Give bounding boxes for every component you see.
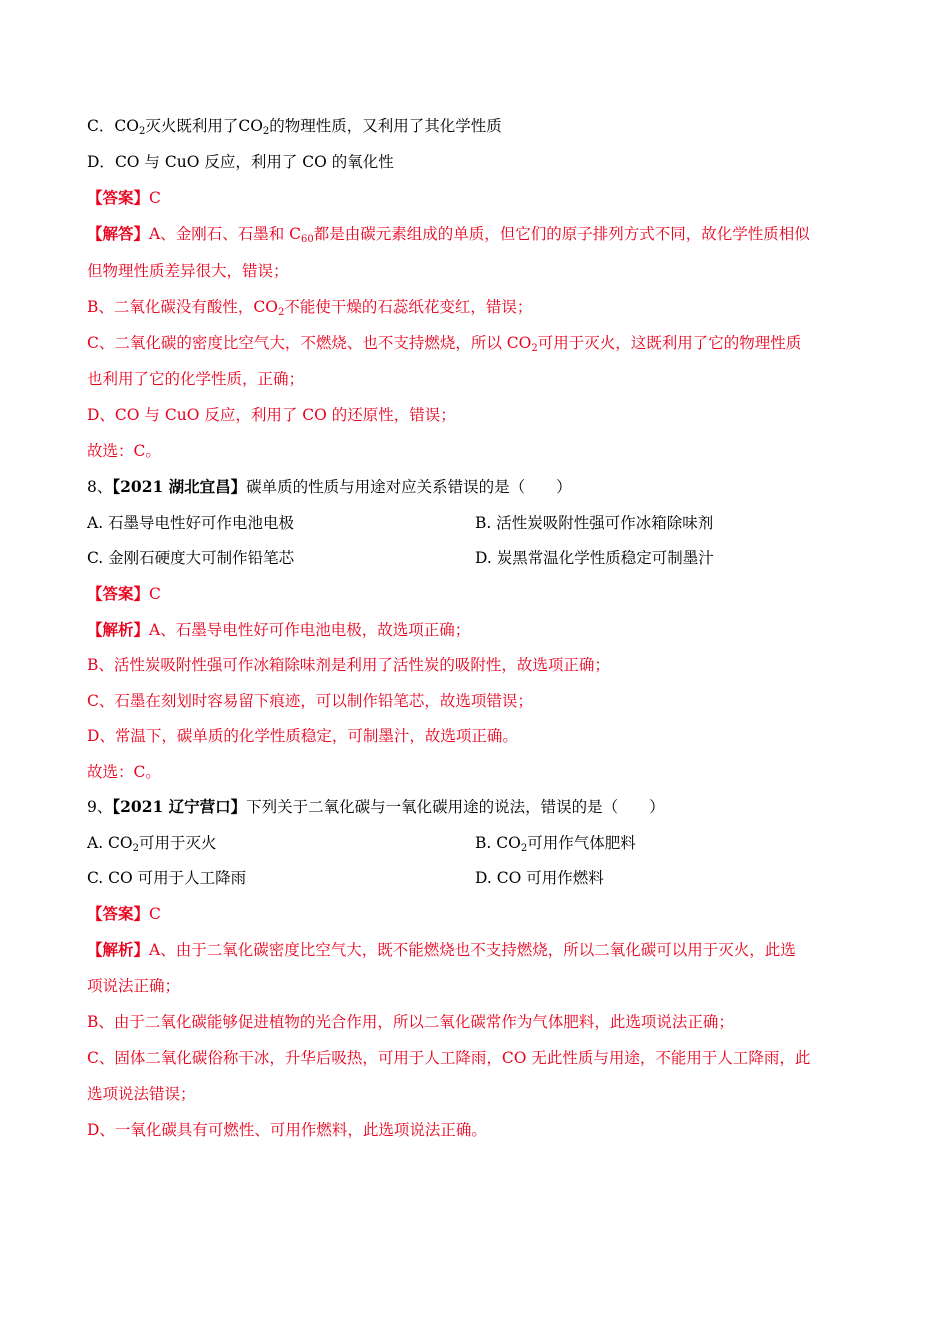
q8-option-b: B. 活性炭吸附性强可作冰箱除味剂	[475, 514, 714, 532]
q8-explain-a: 【解析】A、石墨导电性好可作电池电极，故选项正确；	[87, 620, 471, 639]
q8-stem: 8、【2021 湖北宜昌】碳单质的性质与用途对应关系错误的是（ ）	[87, 477, 572, 496]
q9-stem: 9、【2021 辽宁营口】下列关于二氧化碳与一氧化碳用途的说法，错误的是（ ）	[87, 797, 665, 816]
q7-explain-d: D、CO 与 CuO 反应，利用了 CO 的还原性，错误；	[87, 406, 456, 424]
q9-option-b: B. $CO_2$可用作气体肥料	[475, 834, 636, 854]
q7-answer: 【答案】C	[87, 188, 161, 207]
q9-explain-a: 【解析】A、由于二氧化碳密度比空气大，既不能燃烧也不支持燃烧，所以二氧化碳可以用于灭火，此选	[87, 940, 796, 959]
q8-explain-c: C、石墨在刻划时容易留下痕迹，可以制作铅笔芯，故选项错误；	[87, 692, 533, 710]
q8-answer: 【答案】C	[87, 584, 161, 603]
q7-explain-a: 【解答】A、金刚石、石墨和 $C_{60}$都是由碳元素组成的单质，但它们的原子排列方式不同，故化学性质相似	[87, 224, 810, 245]
q8-option-d: D. 炭黑常温化学性质稳定可制墨汁	[475, 549, 714, 567]
q7-explain-b: B、二氧化碳没有酸性，$CO_2$不能使干燥的石蕊纸花变红，错误；	[87, 298, 533, 318]
q9-explain-b: B、由于二氧化碳能够促进植物的光合作用，所以二氧化碳常作为气体肥料，此选项说法正确；	[87, 1013, 734, 1031]
q9-option-c: C. CO 可用于人工降雨	[87, 869, 247, 887]
q7-conclusion: 故选：C。	[87, 442, 161, 460]
q9-explain-c-cont: 选项说法错误；	[87, 1085, 196, 1103]
q9-explain-d: D、一氧化碳具有可燃性、可用作燃料，此选项说法正确。	[87, 1121, 487, 1139]
prev-option-c: C．$CO_2$灭火既利用了$CO_2$的物理性质，又利用了其化学性质	[87, 117, 502, 137]
q8-conclusion: 故选：C。	[87, 763, 161, 781]
prev-option-d: D．CO 与 CuO 反应，利用了 CO 的氧化性	[87, 153, 394, 171]
q9-explain-a-cont: 项说法正确；	[87, 977, 181, 995]
q9-option-d: D. CO 可用作燃料	[475, 869, 604, 887]
q7-explain-c-cont: 也利用了它的化学性质，正确；	[87, 370, 305, 388]
q7-explain-a-cont: 但物理性质差异很大，错误；	[87, 262, 289, 280]
q9-answer: 【答案】C	[87, 904, 161, 923]
q8-option-c: C. 金刚石硬度大可制作铅笔芯	[87, 549, 295, 567]
q8-explain-b: B、活性炭吸附性强可作冰箱除味剂是利用了活性炭的吸附性，故选项正确；	[87, 656, 610, 674]
q8-explain-d: D、常温下，碳单质的化学性质稳定，可制墨汁，故选项正确。	[87, 727, 518, 745]
q7-explain-c: C、二氧化碳的密度比空气大，不燃烧、也不支持燃烧，所以 $CO_2$可用于灭火，这既利用了它的物理性质	[87, 334, 802, 354]
q8-option-a: A. 石墨导电性好可作电池电极	[87, 514, 295, 532]
q9-explain-c: C、固体二氧化碳俗称干冰，升华后吸热，可用于人工降雨，CO 无此性质与用途，不能用于人工降雨，此	[87, 1049, 811, 1067]
q9-option-a: A. $CO_2$可用于灭火	[87, 834, 217, 854]
